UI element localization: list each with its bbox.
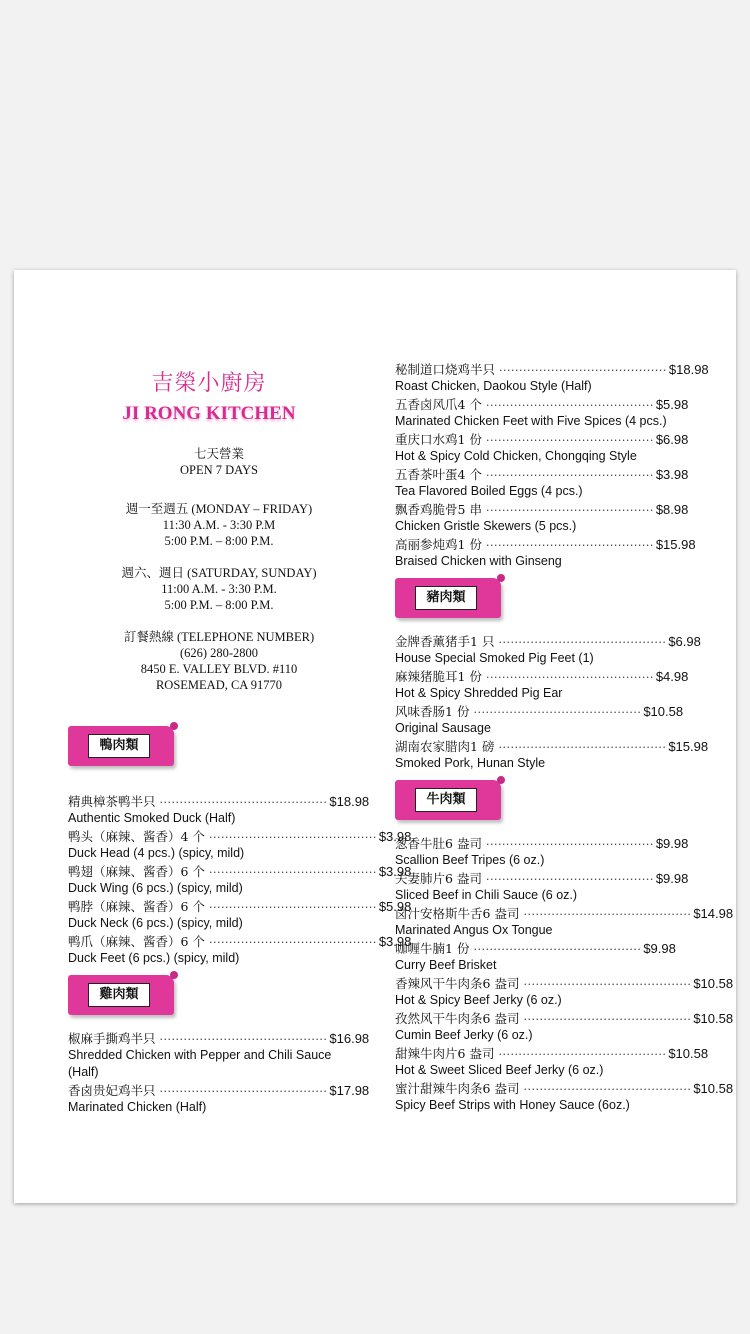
weekday-hours-2: 5:00 P.M. – 8:00 P.M. bbox=[164, 534, 274, 548]
item-price: $15.98 bbox=[655, 537, 696, 552]
weekday-hours-1: 11:30 A.M. - 3:30 P.M bbox=[162, 518, 276, 532]
item-en: Roast Chicken, Daokou Style (Half) bbox=[395, 379, 592, 393]
item-price: $10.58 bbox=[668, 1046, 709, 1061]
section-title-pork: 豬肉類 bbox=[415, 586, 477, 610]
item-cn: 孜然风干牛肉条 bbox=[395, 1011, 483, 1026]
menu-item-smoked-duck: 精典樟茶鸭 半只 ·········································· $18.98 Authentic Smoked Duck (Half) bbox=[68, 794, 370, 825]
pork-items bbox=[395, 632, 709, 772]
item-en: Hot & Sweet Sliced Beef Jerky (6 oz.) bbox=[395, 1063, 604, 1077]
item-cn: 香辣风干牛肉条 bbox=[395, 976, 483, 991]
item-en: Shredded Chicken with Pepper and Chili Sauce (Half) bbox=[68, 1048, 332, 1079]
item-price: $10.58 bbox=[643, 704, 684, 719]
item-qty: 半只 bbox=[130, 1031, 156, 1046]
menu-item-sweet-jerky: 甜辣牛肉片 6 盎司 ·········································· $10.58 Hot & Sweet Sliced Beef Jerky (6 oz.) bbox=[395, 1046, 709, 1077]
item-cn: 麻辣猪脆耳 bbox=[395, 669, 458, 684]
item-en: Cumin Beef Jerky (6 oz.) bbox=[395, 1028, 533, 1042]
item-en: Sliced Beef in Chili Sauce (6 oz.) bbox=[395, 888, 578, 902]
duck-items bbox=[68, 792, 412, 967]
menu-item-cumin-jerky: 孜然风干牛肉条 6 盎司 ·········································· $10.58 Cumin Beef Jerky (6 oz.) bbox=[395, 1011, 734, 1042]
menu-item-beef-tripes: 葱香牛肚 6 盎司 ·········································· $9.98 Scallion Beef Tripes (6 oz.) bbox=[395, 836, 689, 867]
open-days-cn: 七天營業 bbox=[193, 447, 244, 461]
item-en: Marinated Angus Ox Tongue bbox=[395, 923, 553, 937]
item-en: Hot & Spicy Cold Chicken, Chongqing Style bbox=[395, 449, 637, 463]
item-qty: 4 个 bbox=[180, 829, 205, 844]
section-banner-chicken bbox=[68, 975, 354, 1019]
item-price: $9.98 bbox=[655, 871, 689, 886]
menu-item-cold-chicken: 重庆口水鸡 1 份 ·········································· $6.98 Hot & Spicy Cold Chicken, Chongqing Style bbox=[395, 432, 689, 463]
weekday-hours bbox=[74, 501, 364, 549]
item-en: Duck Neck (6 pcs.) (spicy, mild) bbox=[68, 916, 243, 930]
item-en: Curry Beef Brisket bbox=[395, 958, 497, 972]
item-qty: 5 串 bbox=[457, 502, 482, 517]
item-price: $14.98 bbox=[693, 906, 734, 921]
item-price: $3.98 bbox=[655, 467, 689, 482]
section-title-chicken: 雞肉類 bbox=[88, 983, 150, 1007]
phone-label: 訂餐熱線 (TELEPHONE NUMBER) bbox=[123, 630, 315, 644]
item-cn: 重庆口水鸡 bbox=[395, 432, 458, 447]
weekday-label: 週一至週五 (MONDAY – FRIDAY) bbox=[125, 502, 313, 516]
phone-number[interactable]: (626) 280-2800 bbox=[179, 646, 259, 660]
menu-item-marinated-chicken: 香卤贵妃鸡 半只 ·········································· $17.98 Marinated Chicken (Half) bbox=[68, 1083, 370, 1114]
item-price: $18.98 bbox=[668, 362, 709, 377]
item-qty: 半只 bbox=[130, 1083, 156, 1098]
item-en: Hot & Spicy Shredded Pig Ear bbox=[395, 686, 563, 700]
item-en: House Special Smoked Pig Feet (1) bbox=[395, 651, 594, 665]
item-cn: 金牌香薰猪手 bbox=[395, 634, 471, 649]
item-cn: 鸭脖（麻辣、酱香） bbox=[68, 899, 181, 914]
section-banner-beef bbox=[395, 780, 675, 824]
item-en: Duck Wing (6 pcs.) (spicy, mild) bbox=[68, 881, 243, 895]
item-price: $18.98 bbox=[329, 794, 370, 809]
item-cn: 香卤贵妃鸡 bbox=[68, 1083, 131, 1098]
item-en: Authentic Smoked Duck (Half) bbox=[68, 811, 236, 825]
beef-items bbox=[395, 834, 734, 1114]
address-line-1: 8450 E. VALLEY BLVD. #110 bbox=[140, 662, 298, 676]
menu-item-tea-eggs: 五香茶叶蛋 4 个 ·········································· $3.98 Tea Flavored Boiled Eggs (4 pcs.) bbox=[395, 467, 689, 498]
menu-item-ox-tongue: 卤汁安格斯牛舌 6 盎司 ·········································· $14.98 Marinated Angus Ox Tongue bbox=[395, 906, 734, 937]
item-cn: 甜辣牛肉片 bbox=[395, 1046, 458, 1061]
item-cn: 秘制道口烧鸡 bbox=[395, 362, 471, 377]
item-price: $6.98 bbox=[668, 634, 701, 649]
item-cn: 椒麻手撕鸡 bbox=[68, 1031, 131, 1046]
menu-item-sausage: 风味香肠 1 份 ·········································· $10.58 Original Sausage bbox=[395, 704, 684, 735]
weekend-hours-1: 11:00 A.M. - 3:30 P.M. bbox=[161, 582, 277, 596]
restaurant-name-cn: 吉榮小廚房 bbox=[151, 371, 267, 396]
item-cn: 风味香肠 bbox=[395, 704, 446, 719]
menu-item-smoked-pork: 湖南农家腊肉 1 磅 ·········································· $15.98 Smoked Pork, Hunan Style bbox=[395, 739, 709, 770]
item-price: $3.98 bbox=[378, 829, 412, 844]
address-line-2: ROSEMEAD, CA 91770 bbox=[155, 678, 283, 692]
item-qty: 1 份 bbox=[457, 537, 482, 552]
item-cn: 葱香牛肚 bbox=[395, 836, 446, 851]
item-cn: 夫妻肺片 bbox=[395, 871, 446, 886]
item-price: $5.98 bbox=[655, 397, 689, 412]
menu-item-duck-wing: 鸭翅（麻辣、酱香） 6 个 ·········································· $3.98 Duck Wing (6 pcs.) (spicy, mild) bbox=[68, 864, 412, 895]
item-qty: 6 盎司 bbox=[482, 906, 520, 921]
open-days bbox=[74, 446, 364, 478]
section-title-duck: 鴨肉類 bbox=[88, 734, 150, 758]
item-cn: 蜜汁甜辣牛肉条 bbox=[395, 1081, 483, 1096]
item-en: Scallion Beef Tripes (6 oz.) bbox=[395, 853, 545, 867]
item-cn: 高丽参炖鸡 bbox=[395, 537, 458, 552]
item-qty: 6 盎司 bbox=[457, 1046, 495, 1061]
weekend-hours-2: 5:00 P.M. – 8:00 P.M. bbox=[164, 598, 274, 612]
item-en: Original Sausage bbox=[395, 721, 491, 735]
item-cn: 五香卤风爪 bbox=[395, 397, 458, 412]
item-price: $4.98 bbox=[655, 669, 689, 684]
menu-item-pig-feet: 金牌香薰猪手 1 只 ·········································· $6.98 House Special Smoked Pig Feet (1) bbox=[395, 634, 701, 665]
item-qty: 1 磅 bbox=[470, 739, 495, 754]
menu-item-duck-head: 鸭头（麻辣、酱香） 4 个 ·········································· $3.98 Duck Head (4 pcs.) (spicy, mild) bbox=[68, 829, 412, 860]
item-qty: 1 份 bbox=[457, 669, 482, 684]
item-en: Smoked Pork, Hunan Style bbox=[395, 756, 546, 770]
item-qty: 半只 bbox=[130, 794, 156, 809]
menu-item-roast-chicken: 秘制道口烧鸡 半只 ·········································· $18.98 Roast Chicken, Daokou Style (Half) bbox=[395, 362, 709, 393]
item-price: $16.98 bbox=[329, 1031, 370, 1046]
item-price: $5.98 bbox=[378, 899, 412, 914]
item-qty: 6 盎司 bbox=[445, 836, 482, 851]
item-en: Hot & Spicy Beef Jerky (6 oz.) bbox=[395, 993, 562, 1007]
menu-item-ginseng-chicken: 高丽参炖鸡 1 份 ·········································· $15.98 Braised Chicken with Ginseng bbox=[395, 537, 696, 568]
item-qty: 6 个 bbox=[180, 864, 205, 879]
weekend-label: 週六、週日 (SATURDAY, SUNDAY) bbox=[121, 566, 317, 580]
section-banner-duck bbox=[68, 726, 354, 770]
menu-item-duck-neck: 鸭脖（麻辣、酱香） 6 个 ·········································· $5.98 Duck Neck (6 pcs.) (spicy, mild) bbox=[68, 899, 412, 930]
item-qty: 6 盎司 bbox=[445, 871, 482, 886]
menu-item-gristle-skewers: 飘香鸡脆骨 5 串 ·········································· $8.98 Chicken Gristle Skewers (5 pcs.) bbox=[395, 502, 689, 533]
item-cn: 五香茶叶蛋 bbox=[395, 467, 458, 482]
section-title-beef: 牛肉類 bbox=[415, 788, 477, 812]
item-cn: 精典樟茶鸭 bbox=[68, 794, 131, 809]
item-cn: 鸭翅（麻辣、酱香） bbox=[68, 864, 181, 879]
item-price: $10.58 bbox=[693, 1011, 734, 1026]
item-cn: 鸭爪（麻辣、酱香） bbox=[68, 934, 181, 949]
item-price: $10.58 bbox=[693, 976, 734, 991]
chicken-cont-items bbox=[395, 360, 709, 570]
item-price: $6.98 bbox=[655, 432, 689, 447]
item-cn: 卤汁安格斯牛舌 bbox=[395, 906, 483, 921]
item-qty: 4 个 bbox=[457, 467, 482, 482]
item-en: Marinated Chicken Feet with Five Spices (4 pcs.) bbox=[395, 414, 667, 428]
menu-item-chicken-feet: 五香卤风爪 4 个 ·········································· $5.98 Marinated Chicken Feet with Five Spices (4 pcs.) bbox=[395, 397, 689, 428]
item-qty: 6 盎司 bbox=[482, 1011, 520, 1026]
menu-item-shredded-chicken: 椒麻手撕鸡 半只 ·········································· $16.98 Shredded Chicken with Pepper and Chili Sauce (Half) bbox=[68, 1031, 370, 1079]
item-en: Duck Feet (6 pcs.) (spicy, mild) bbox=[68, 951, 240, 965]
section-banner-pork bbox=[395, 578, 675, 622]
right-column bbox=[395, 360, 734, 1114]
chicken-items bbox=[68, 1029, 370, 1116]
item-cn: 鸭头（麻辣、酱香） bbox=[68, 829, 181, 844]
item-qty: 6 盎司 bbox=[482, 976, 520, 991]
menu-item-sliced-beef: 夫妻肺片 6 盎司 ·········································· $9.98 Sliced Beef in Chili Sauce (6 oz.) bbox=[395, 871, 689, 902]
menu-item-duck-feet: 鸭爪（麻辣、酱香） 6 个 ·········································· $3.98 Duck Feet (6 pcs.) (spicy, mild) bbox=[68, 934, 412, 965]
item-price: $3.98 bbox=[378, 864, 412, 879]
item-en: Spicy Beef Strips with Honey Sauce (6oz.) bbox=[395, 1098, 630, 1112]
item-qty: 4 个 bbox=[457, 397, 482, 412]
item-price: $17.98 bbox=[329, 1083, 370, 1098]
menu-item-spicy-jerky: 香辣风干牛肉条 6 盎司 ·········································· $10.58 Hot & Spicy Beef Jerky (6 oz.) bbox=[395, 976, 734, 1007]
item-qty: 1 份 bbox=[457, 432, 482, 447]
item-en: Tea Flavored Boiled Eggs (4 pcs.) bbox=[395, 484, 583, 498]
item-price: $9.98 bbox=[655, 836, 689, 851]
item-price: $10.58 bbox=[693, 1081, 734, 1096]
menu-item-curry-brisket: 咖喱牛腩 1 份 ·········································· $9.98 Curry Beef Brisket bbox=[395, 941, 676, 972]
item-price: $15.98 bbox=[668, 739, 709, 754]
item-price: $8.98 bbox=[655, 502, 689, 517]
item-cn: 咖喱牛腩 bbox=[395, 941, 446, 956]
item-qty: 1 份 bbox=[445, 941, 470, 956]
item-en: Braised Chicken with Ginseng bbox=[395, 554, 562, 568]
item-qty: 1 只 bbox=[470, 634, 495, 649]
item-cn: 湖南农家腊肉 bbox=[395, 739, 471, 754]
menu-page bbox=[14, 270, 736, 1203]
item-qty: 1 份 bbox=[445, 704, 470, 719]
item-qty: 半只 bbox=[470, 362, 496, 377]
item-en: Duck Head (4 pcs.) (spicy, mild) bbox=[68, 846, 245, 860]
weekend-hours bbox=[74, 565, 364, 613]
item-en: Marinated Chicken (Half) bbox=[68, 1100, 207, 1114]
menu-item-honey-beef: 蜜汁甜辣牛肉条 6 盎司 ·········································· $10.58 Spicy Beef Strips with Honey Sauce (6oz.) bbox=[395, 1081, 734, 1112]
open-days-en: OPEN 7 DAYS bbox=[179, 463, 259, 477]
restaurant-name-en: JI RONG KITCHEN bbox=[122, 403, 296, 424]
contact-info bbox=[74, 629, 364, 693]
item-price: $3.98 bbox=[378, 934, 412, 949]
menu-item-pig-ear: 麻辣猪脆耳 1 份 ·········································· $4.98 Hot & Spicy Shredded Pig Ear bbox=[395, 669, 689, 700]
item-qty: 6 个 bbox=[180, 899, 205, 914]
item-price: $9.98 bbox=[643, 941, 676, 956]
item-cn: 飘香鸡脆骨 bbox=[395, 502, 458, 517]
left-column bbox=[68, 720, 412, 1116]
item-qty: 6 个 bbox=[180, 934, 205, 949]
item-en: Chicken Gristle Skewers (5 pcs.) bbox=[395, 519, 577, 533]
item-qty: 6 盎司 bbox=[482, 1081, 520, 1096]
